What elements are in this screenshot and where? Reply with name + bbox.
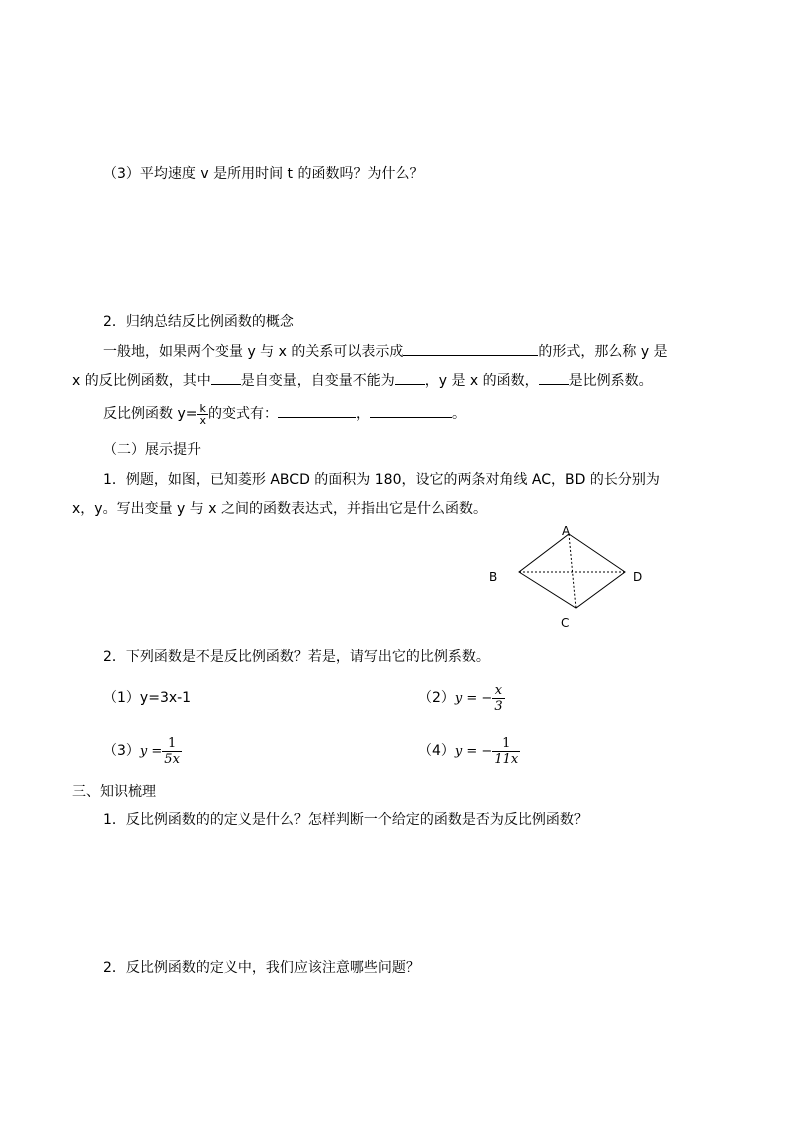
- concept-text: 。: [451, 406, 466, 422]
- fill-blank[interactable]: [403, 341, 538, 356]
- concept-text: x 的反比例函数，其中: [72, 373, 211, 389]
- fill-blank[interactable]: [370, 403, 452, 418]
- concept-text: 是比例系数。: [568, 373, 653, 389]
- concept-text: 的变式有：: [207, 406, 278, 422]
- vertex-c-label: C: [561, 616, 570, 630]
- item-label: （1）: [103, 690, 140, 706]
- vertex-a-label: A: [562, 524, 571, 538]
- item-expression: y = −: [454, 744, 493, 759]
- concept-line-2: [72, 370, 653, 391]
- vertex-b-label: B: [489, 570, 498, 584]
- question-3: （3）平均速度 v 是所用时间 t 的函数吗？为什么？: [103, 166, 424, 182]
- item-3: [103, 733, 182, 770]
- example-2-heading: 2．下列函数是不是反比例函数？若是，请写出它的比例系数。: [103, 649, 490, 665]
- item-4: [418, 733, 520, 770]
- fraction-1-over-5x: $\frac{1}{5x}$: [164, 735, 180, 767]
- section-er-heading: （二）展示提升: [103, 442, 201, 458]
- knowledge-question-2: 2．反比例函数的定义中，我们应该注意哪些问题？: [103, 960, 420, 976]
- item-expression: y=3x-1: [139, 690, 192, 706]
- section-san-heading: 三、知识梳理: [72, 784, 156, 800]
- fill-blank[interactable]: [278, 403, 356, 418]
- fraction-k-over-x: $\frac{k}{x}$: [199, 401, 206, 427]
- concept-text: 反比例函数 y=: [103, 406, 198, 422]
- item-expression: y = −: [454, 691, 493, 706]
- section-2-heading: 2．归纳总结反比例函数的概念: [103, 314, 294, 330]
- fill-blank[interactable]: [539, 370, 569, 385]
- item-label: （4）: [418, 743, 455, 759]
- fraction-x-over-3: $\frac{x}{3}$: [494, 682, 503, 714]
- concept-text: ，: [355, 406, 370, 422]
- fill-blank[interactable]: [395, 370, 425, 385]
- concept-text: 是自变量，自变量不能为: [240, 373, 395, 389]
- diagonal-ac: [569, 534, 576, 608]
- concept-text: ，y 是 x 的函数，: [424, 373, 539, 389]
- item-label: （3）: [103, 743, 140, 759]
- rhombus-figure: [485, 522, 655, 637]
- concept-line-1: [103, 341, 668, 362]
- item-label: （2）: [418, 690, 455, 706]
- fraction-1-over-11x: $\frac{1}{11x}$: [494, 735, 519, 767]
- item-1: [103, 688, 191, 708]
- example-1-line-1: 1．例题，如图，已知菱形 ABCD 的面积为 180，设它的两条对角线 AC，BD 的长分别为: [103, 472, 660, 488]
- concept-line-3: [103, 402, 466, 426]
- item-expression: y =: [139, 744, 163, 759]
- example-1-line-2: x，y。写出变量 y 与 x 之间的函数表达式，并指出它是什么函数。: [72, 501, 487, 517]
- vertex-d-label: D: [633, 570, 643, 584]
- item-2: [418, 680, 505, 717]
- concept-text: 的形式，那么称 y 是: [538, 344, 668, 360]
- fill-blank[interactable]: [211, 370, 241, 385]
- knowledge-question-1: 1．反比例函数的的定义是什么？怎样判断一个给定的函数是否为反比例函数？: [103, 812, 588, 828]
- concept-text: 一般地，如果两个变量 y 与 x 的关系可以表示成: [103, 344, 404, 360]
